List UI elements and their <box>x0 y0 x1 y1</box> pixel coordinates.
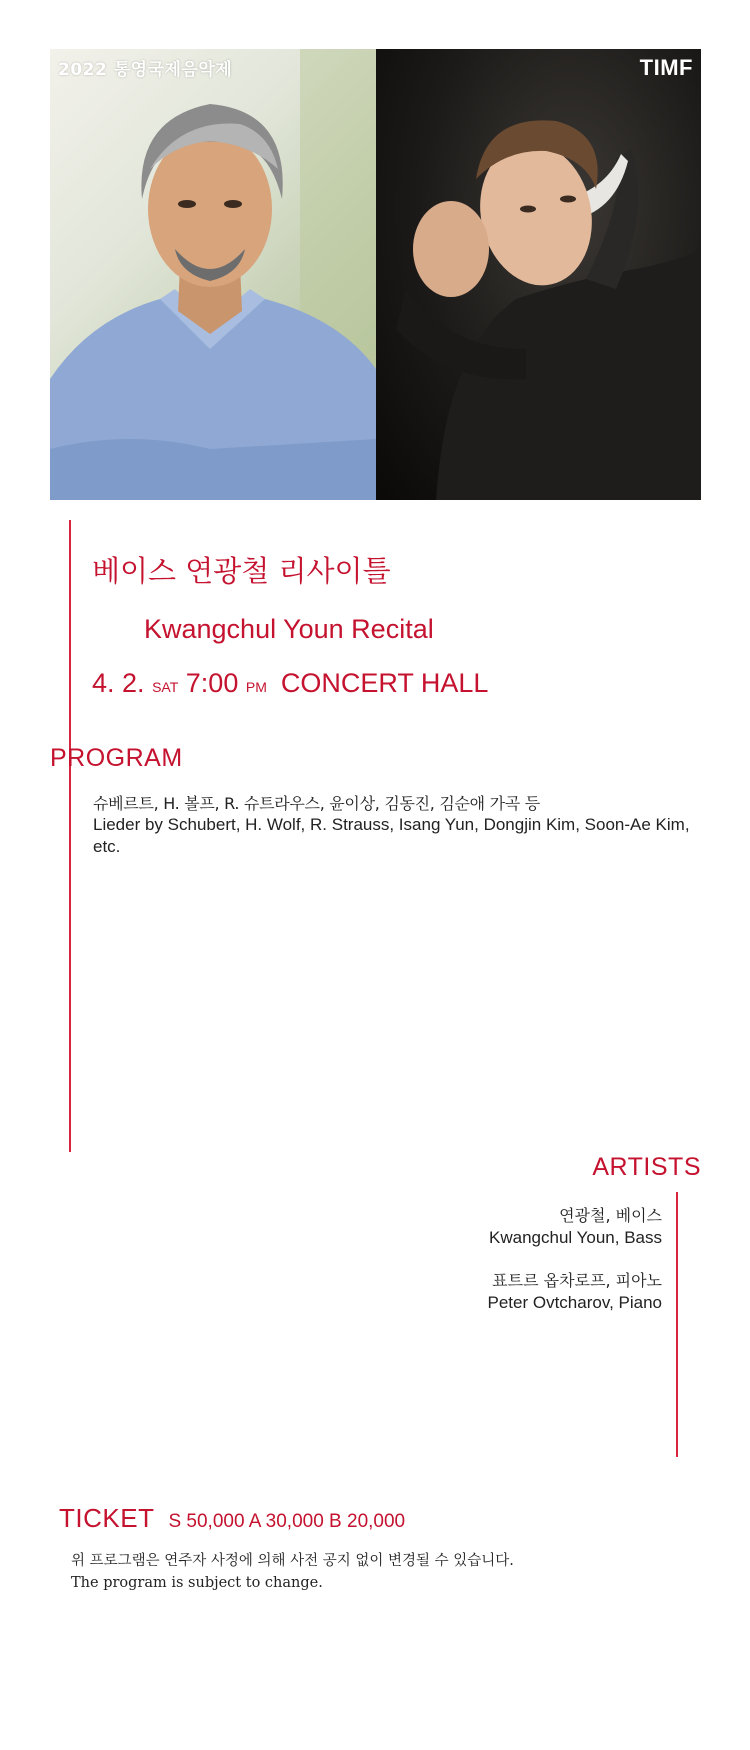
artist-entry <box>489 1205 662 1249</box>
ticket-heading: TICKET <box>59 1503 155 1533</box>
artist-entry <box>488 1270 663 1314</box>
recital-title-english: Kwangchul Youn Recital <box>144 614 434 644</box>
event-day: SAT <box>152 679 179 695</box>
change-notice <box>71 1550 514 1594</box>
change-notice-korean: 위 프로그램은 연주자 사정에 의해 사전 공지 없이 변경될 수 있습니다. <box>71 1553 514 1569</box>
event-datetime <box>92 668 488 699</box>
ticket-prices: S 50,000 A 30,000 B 20,000 <box>168 1511 406 1532</box>
artists-heading: ARTISTS <box>592 1153 701 1181</box>
festival-label: 2022 통영국제음악제 <box>58 60 233 80</box>
program-heading: PROGRAM <box>50 744 183 772</box>
event-meridiem: PM <box>245 679 267 695</box>
artist-name-english: Kwangchul Youn, Bass <box>489 1228 662 1247</box>
program-composers-english: Lieder by Schubert, H. Wolf, R. Strauss, Isang Yun, Dongjin Kim, Soon-Ae Kim, etc. <box>93 815 690 856</box>
ticket-info <box>59 1503 405 1534</box>
artists-rule <box>676 1192 678 1457</box>
change-notice-english: The program is subject to change. <box>71 1575 323 1591</box>
event-time: 7:00 <box>185 668 239 698</box>
hero-banner <box>50 49 701 500</box>
bass-singer-photo <box>50 49 376 500</box>
timf-logo: TIMF <box>639 55 693 80</box>
artist-name-korean: 표트르 옵차로프, 피아노 <box>492 1271 662 1290</box>
recital-title-korean: 베이스 연광철 리사이틀 <box>92 554 391 588</box>
program-rule <box>69 520 71 1152</box>
event-venue: CONCERT HALL <box>280 668 489 698</box>
program-composers-korean: 슈베르트, H. 볼프, R. 슈트라우스, 윤이상, 김동진, 김순애 가곡 등 <box>93 794 540 813</box>
event-date: 4. 2. <box>92 668 145 698</box>
artist-name-english: Peter Ovtcharov, Piano <box>487 1293 662 1312</box>
pianist-photo <box>376 49 701 500</box>
artist-name-korean: 연광철, 베이스 <box>559 1206 662 1225</box>
